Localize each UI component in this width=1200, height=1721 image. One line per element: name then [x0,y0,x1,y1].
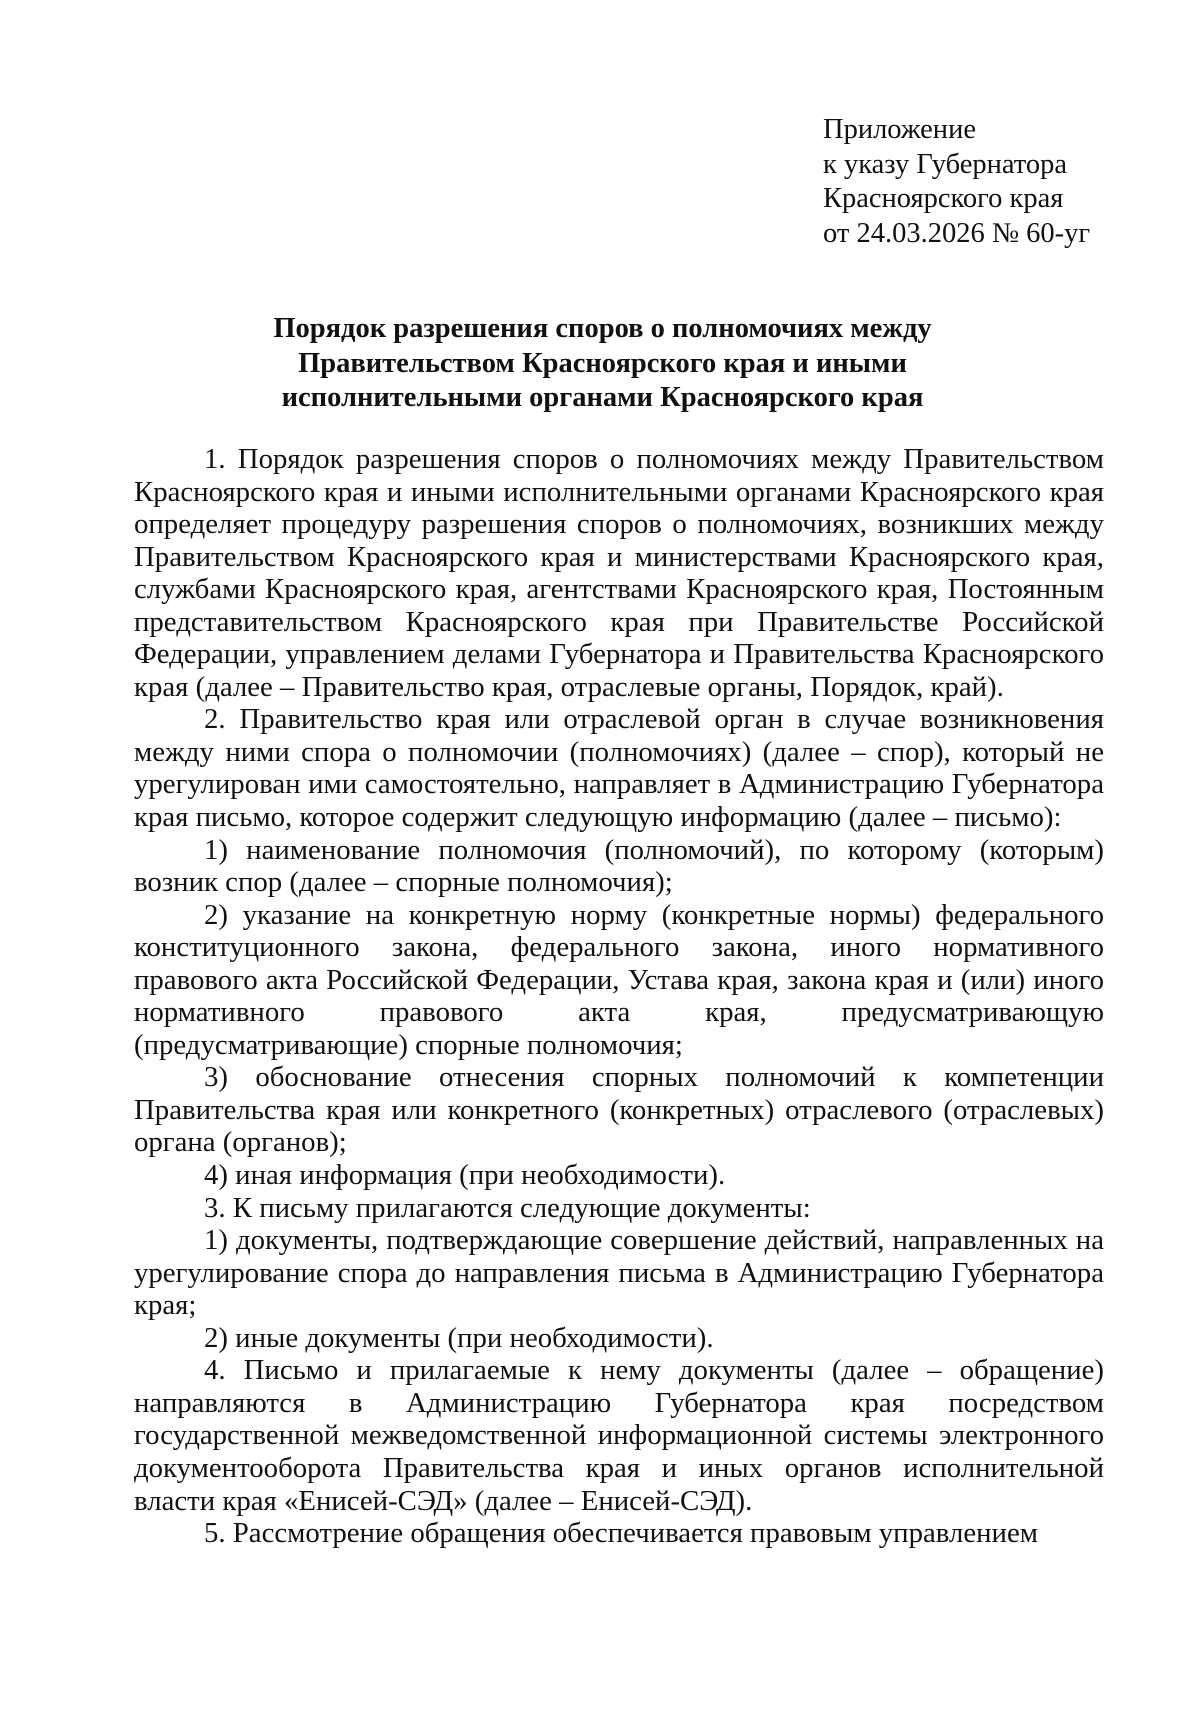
paragraph-2: 2. Правительство края или отраслевой орган в случае возникновения между ними спора о полномочии (полномочиях) (далее – спор), который не урегулирован ими самостоятельно, направляет в Администрацию Губернатора края письмо, которое содержит следующую информацию (далее – письмо): [134,703,1104,834]
paragraph-3: 3. К письму прилагаются следующие документы: [204,1191,811,1224]
paragraph-1: 1. Порядок разрешения споров о полномочиях между Правительством Красноярского края и иными исполнительными органами Красноярского края определяет процедуру разрешения споров о полномочиях, возникших между Правительством Красноярского края и министерствами Красноярского края, службами Красноярского края, агентствами Красноярского края, Постоянным представительством Красноярского края при Правительстве Российской Федерации, управлением делами Губернатора и Правительства Красноярского края (далее – Правительство края, отраслевые органы, Порядок, край). [134,443,1104,703]
paragraph-2-item-4: 4) иная информация (при необходимости). [204,1159,726,1192]
appendix-region: Красноярского края [823,183,1064,214]
title-line-2: Правительством Красноярского края и иными [298,347,907,379]
document-body [134,443,1104,1550]
appendix-label: Приложение [823,114,976,145]
paragraph-2-item-2: 2) указание на конкретную норму (конкретные нормы) федерального конституционного закона, федерального закона, иного нормативного правового акта Российской Федерации, Устава края, закона края и (или) иного нормативного правового акта края, предусматривающую (предусматривающие) спорные полномочия; [134,898,1104,1061]
paragraph-2-item-1: 1) наименование полномочия (полномочий), по которому (которым) возник спор (далее – спорные полномочия); [134,833,1104,899]
title-line-3: исполнительными органами Красноярского края [281,382,924,413]
paragraph-3-item-1: 1) документы, подтверждающие совершение действий, направленных на урегулирование спора до направления письма в Администрацию Губернатора края; [134,1224,1104,1322]
title-line-1: Порядок разрешения споров о полномочиях между [273,313,932,344]
paragraph-5: 5. Рассмотрение обращения обеспечивается правовым управлением [204,1517,1038,1550]
paragraph-2-item-3: 3) обоснование отнесения спорных полномочий к компетенции Правительства края или конкретного (конкретных) отраслевого (отраслевых) органа (органов); [134,1061,1104,1159]
appendix-decree-ref: к указу Губернатора [823,148,1068,180]
appendix-header [823,113,1090,251]
paragraph-3-item-2: 2) иные документы (при необходимости). [204,1321,714,1354]
paragraph-4: 4. Письмо и прилагаемые к нему документы (далее – обращение) направляются в Администрацию Губернатора края посредством государственной межведомственной информационной системы электронного документооборота Правительства края и иных органов исполнительной власти края «Енисей-СЭД» (далее – Енисей-СЭД). [134,1354,1104,1517]
document-title [130,312,1075,416]
appendix-date-number: от 24.03.2026 № 60-уг [823,217,1091,249]
